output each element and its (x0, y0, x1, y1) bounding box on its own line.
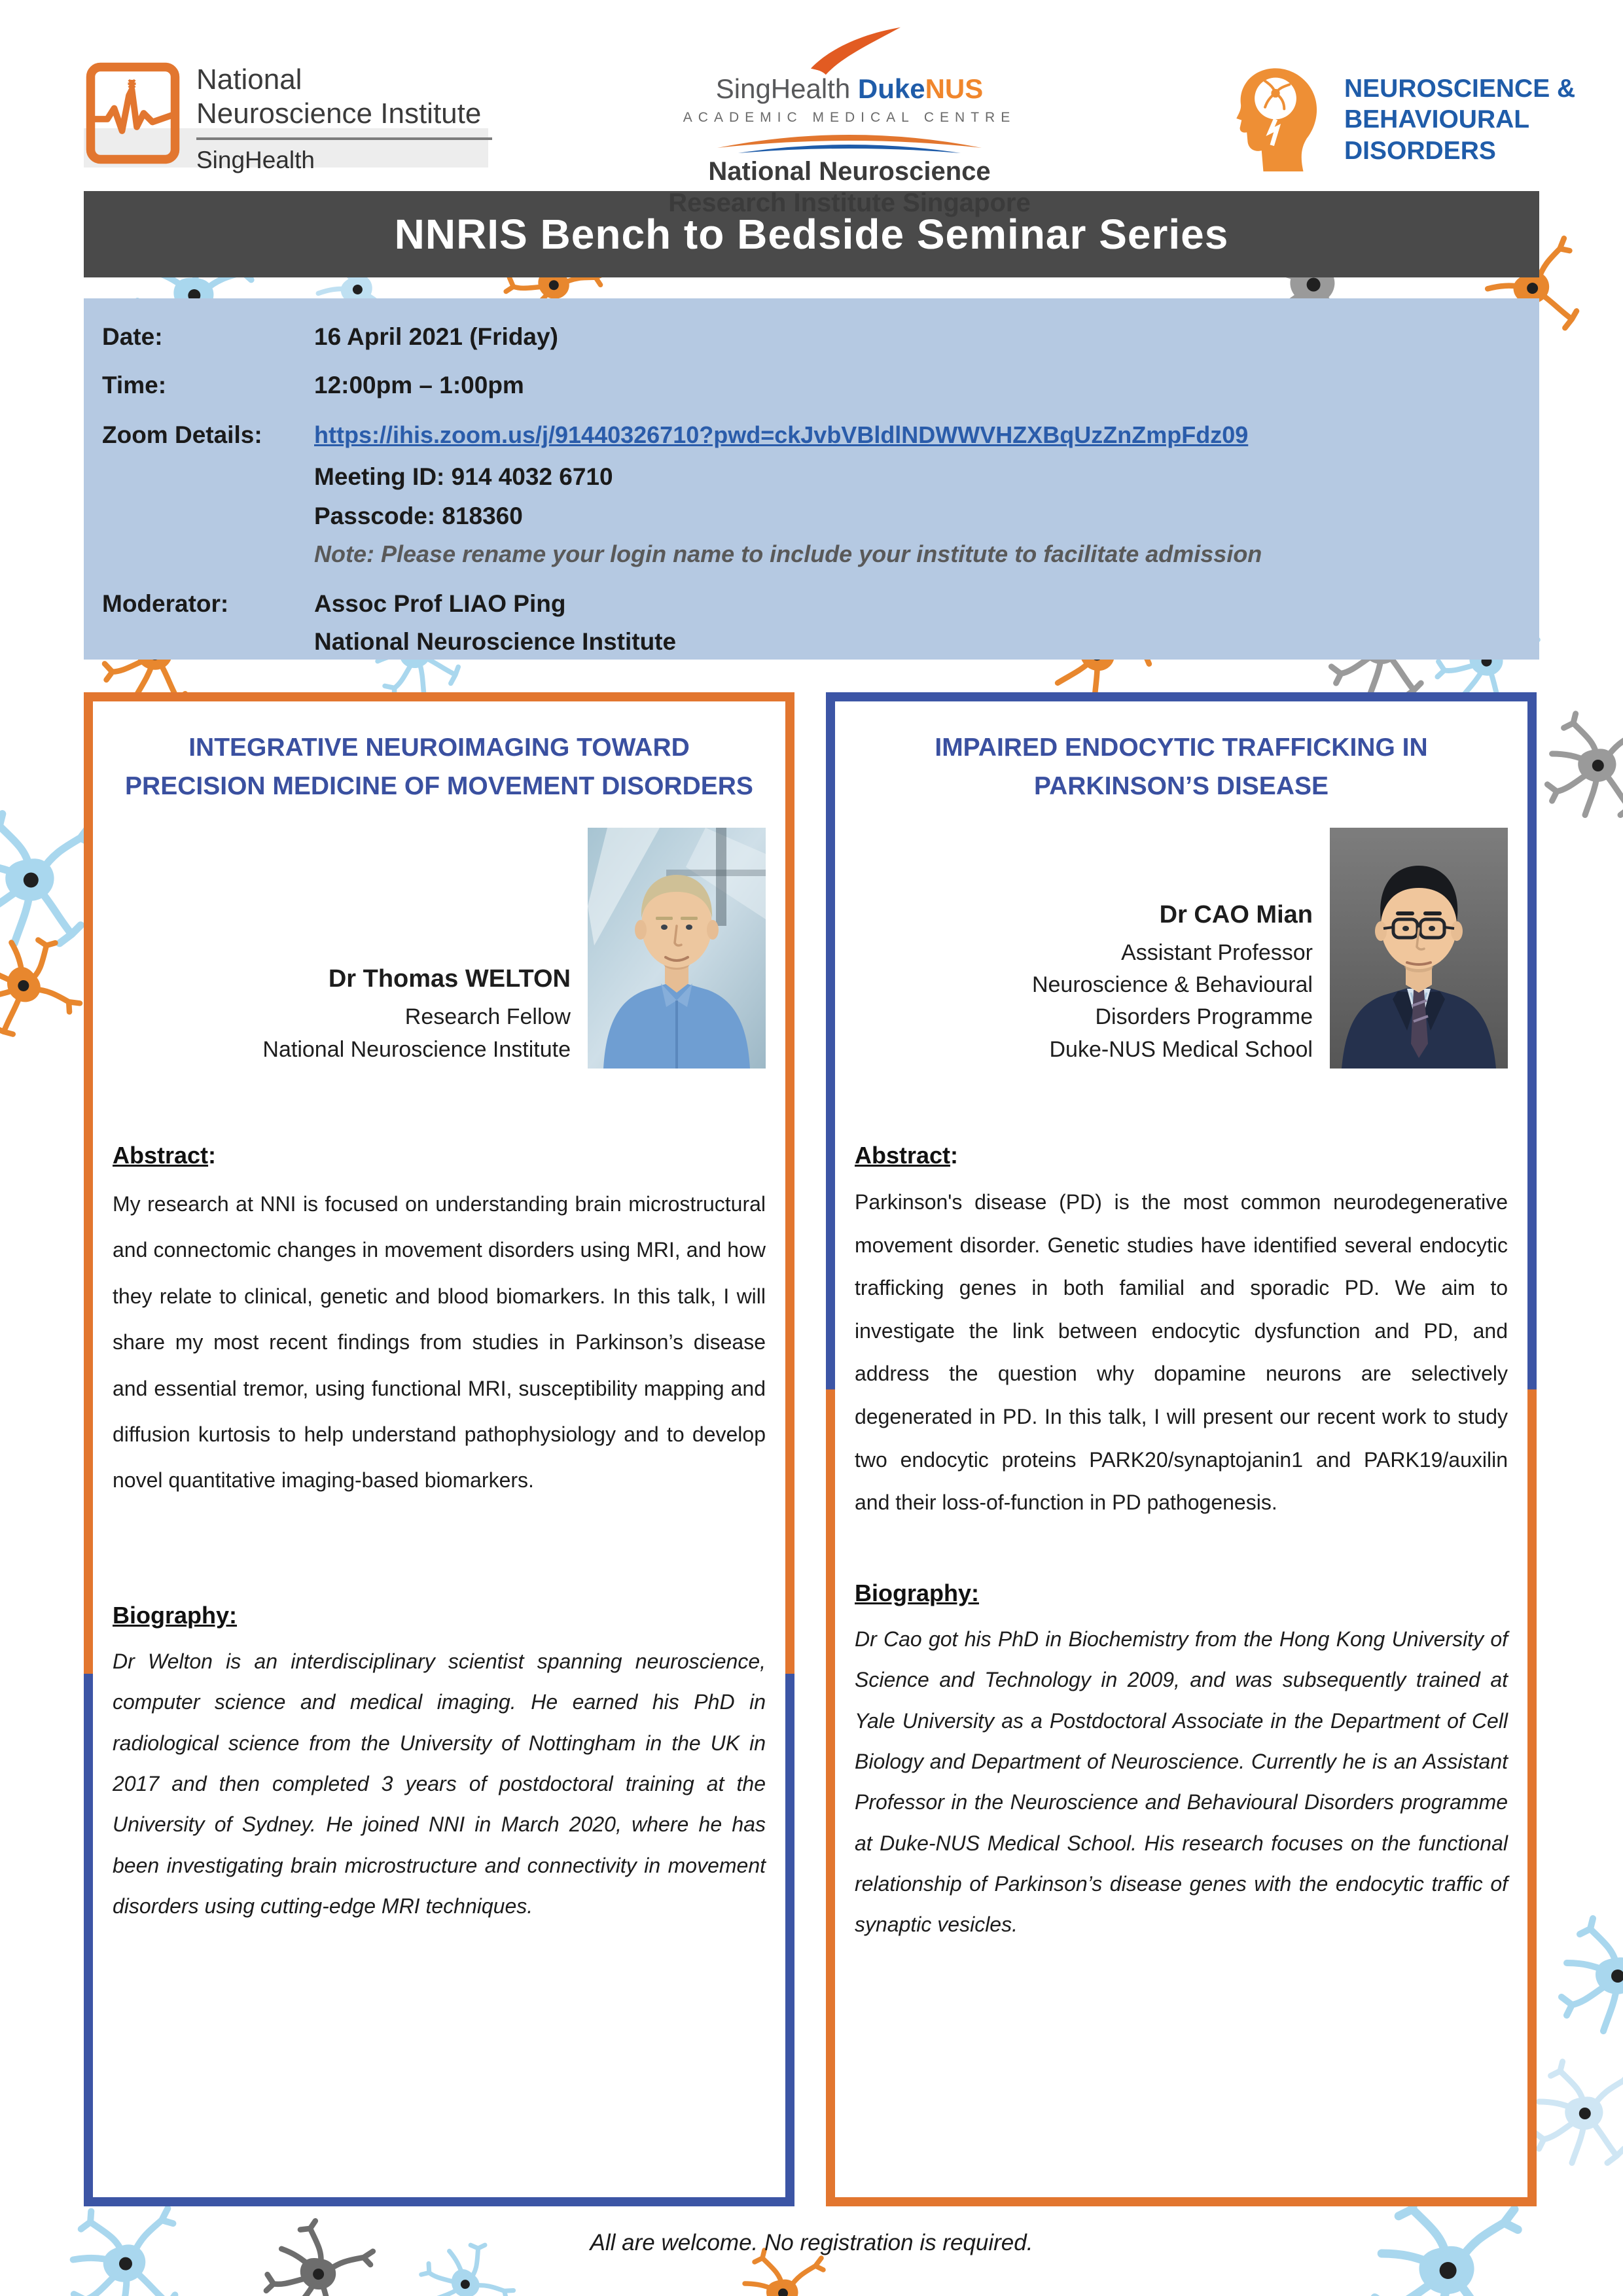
logo-nbd (1229, 65, 1575, 174)
footer-note-text: All are welcome. No registration is required. (590, 2230, 1033, 2255)
nni-singhealth-label: SingHealth (196, 146, 315, 173)
right-biography-heading (855, 1580, 1508, 1607)
left-abstract-colon: : (208, 1142, 217, 1169)
left-talk-card (84, 692, 794, 2206)
neuron-icon (1525, 2055, 1623, 2172)
neuron-icon (1551, 1911, 1623, 2041)
right-speaker-org3: Duke-NUS Medical School (1049, 1036, 1313, 1062)
amc-nus-label: NUS (925, 73, 984, 104)
nni-name-line2: Neuroscience Institute (196, 97, 482, 130)
details-box (84, 298, 1539, 660)
date-value: 16 April 2021 (Friday) (314, 323, 558, 350)
right-speaker-org1: Neuroscience & Behavioural (1031, 972, 1313, 998)
left-abstract-section (113, 1142, 766, 1504)
logo-nni (84, 60, 492, 174)
right-abstract-section (855, 1142, 1508, 1525)
nbd-line3: DISORDERS (1344, 136, 1496, 165)
left-speaker-org: National Neuroscience Institute (262, 1036, 571, 1062)
right-biography-label: Biography: (855, 1579, 980, 1606)
left-speaker-photo (588, 828, 766, 1069)
banner-title-text: NNRIS Bench to Bedside Seminar Series (394, 211, 1229, 258)
right-abstract-text: Parkinson's disease (PD) is the most common neurodegenerative movement disorder. Genetic studies have identified several endocytic trafficking genes in both familial and sporadic PD. We aim to investigate the link between endocytic dysfunction and PD, and address the question why dopamine neurons are selectively degenerated in PD. In this talk, I will present our recent work to study two endocytic proteins PARK20/synaptojanin1 and PARK19/auxilin and their loss-of-function in PD pathogenesis. (855, 1190, 1508, 1515)
brain-head-icon (1229, 65, 1327, 174)
amc-org-line1: National Neuroscience (708, 157, 991, 186)
logo-amc (660, 25, 1039, 219)
left-abstract-label: Abstract (113, 1142, 209, 1169)
admission-note: Note: Please rename your login name to include your institute to facilitate admission (314, 540, 1262, 567)
ecg-logo-icon (84, 60, 182, 166)
nni-divider (196, 137, 492, 140)
amc-tagline: ACADEMIC MEDICAL CENTRE (683, 110, 1016, 125)
moderator-label: Moderator: (102, 590, 229, 617)
left-talk-title: INTEGRATIVE NEUROIMAGING TOWARD PRECISION MEDICINE OF MOVEMENT DISORDERS (125, 733, 753, 800)
passcode: Passcode: 818360 (314, 503, 523, 529)
right-talk-title: IMPAIRED ENDOCYTIC TRAFFICKING IN PARKINSON’S DISEASE (935, 733, 1428, 800)
left-abstract-heading (113, 1142, 766, 1169)
amc-brand (660, 73, 1039, 105)
swoosh-icon (791, 25, 908, 77)
right-biography-section (855, 1580, 1508, 1945)
right-talk-card (826, 692, 1537, 2206)
time-value: 12:00pm – 1:00pm (314, 372, 524, 398)
nbd-line2: BEHAVIOURAL (1344, 105, 1530, 134)
left-biography-heading (113, 1602, 766, 1629)
date-label: Date: (102, 323, 163, 350)
right-speaker-photo (1330, 828, 1508, 1069)
nni-name-line1: National (196, 63, 302, 96)
right-speaker (855, 828, 1508, 1069)
moderator-org: National Neuroscience Institute (314, 628, 677, 655)
left-speaker-role: Research Fellow (404, 1004, 571, 1030)
zoom-label: Zoom Details: (102, 421, 262, 448)
meeting-id: Meeting ID: 914 4032 6710 (314, 463, 613, 490)
neuron-icon (1538, 707, 1623, 824)
amc-duke-label: Duke (857, 73, 925, 104)
amc-org-line2: Research Institute Singapore (668, 188, 1031, 217)
right-speaker-role: Assistant Professor (1121, 940, 1313, 965)
footer-note (0, 2230, 1623, 2256)
left-biography-section (113, 1602, 766, 1927)
right-speaker-org2: Disorders Programme (1095, 1004, 1313, 1030)
zoom-link[interactable]: https://ihis.zoom.us/j/91440326710?pwd=ckJvbVBldlNDWWVHZXBqUzZnZmpFdz09 (314, 421, 1249, 448)
left-speaker-name: Dr Thomas WELTON (328, 965, 571, 993)
arcs-icon (712, 128, 987, 154)
time-label: Time: (102, 372, 167, 398)
left-biography-text: Dr Welton is an interdisciplinary scientist spanning neuroscience, computer science and medical imaging. He earned his PhD in radiological science from the University of Nottingham in the UK in 2017 and then completed 3 years of postdoctoral training at the University of Sydney. He joined NNI in March 2020, where he has been investigating brain microstructure and connectivity in movement disorders using cutting-edge MRI techniques. (113, 1649, 766, 1918)
nbd-line1: NEUROSCIENCE & (1344, 74, 1576, 103)
left-abstract-text: My research at NNI is focused on understanding brain microstructural and connectomic changes in movement disorders using MRI, and how they relate to clinical, genetic and blood biomarkers. In this talk, I will share my most recent findings from studies in Parkinson’s disease and essential tremor, using functional MRI, susceptibility mapping and diffusion kurtosis to help understand pathophysiology and to develop novel quantitative imaging-based biomarkers. (113, 1192, 766, 1492)
left-speaker (113, 828, 766, 1069)
amc-singhealth-label: SingHealth (715, 73, 851, 104)
right-abstract-colon: : (950, 1142, 959, 1169)
right-speaker-name: Dr CAO Mian (1159, 900, 1313, 928)
right-abstract-heading (855, 1142, 1508, 1169)
moderator-name: Assoc Prof LIAO Ping (314, 590, 566, 617)
right-abstract-label: Abstract (855, 1142, 951, 1169)
left-biography-label: Biography: (113, 1601, 238, 1629)
right-biography-text: Dr Cao got his PhD in Biochemistry from the Hong Kong University of Science and Technology in 2009, and was subsequently trained at Yale University as a Postdoctoral Associate in the Department of Cell Biology and Department of Neuroscience. Currently he is an Assistant Professor in the Neuroscience and Behavioural Disorders programme at Duke-NUS Medical School. His research focuses on the functional relationship of Parkinson’s disease genes with the endocytic traffic of synaptic vesicles. (855, 1627, 1508, 1937)
